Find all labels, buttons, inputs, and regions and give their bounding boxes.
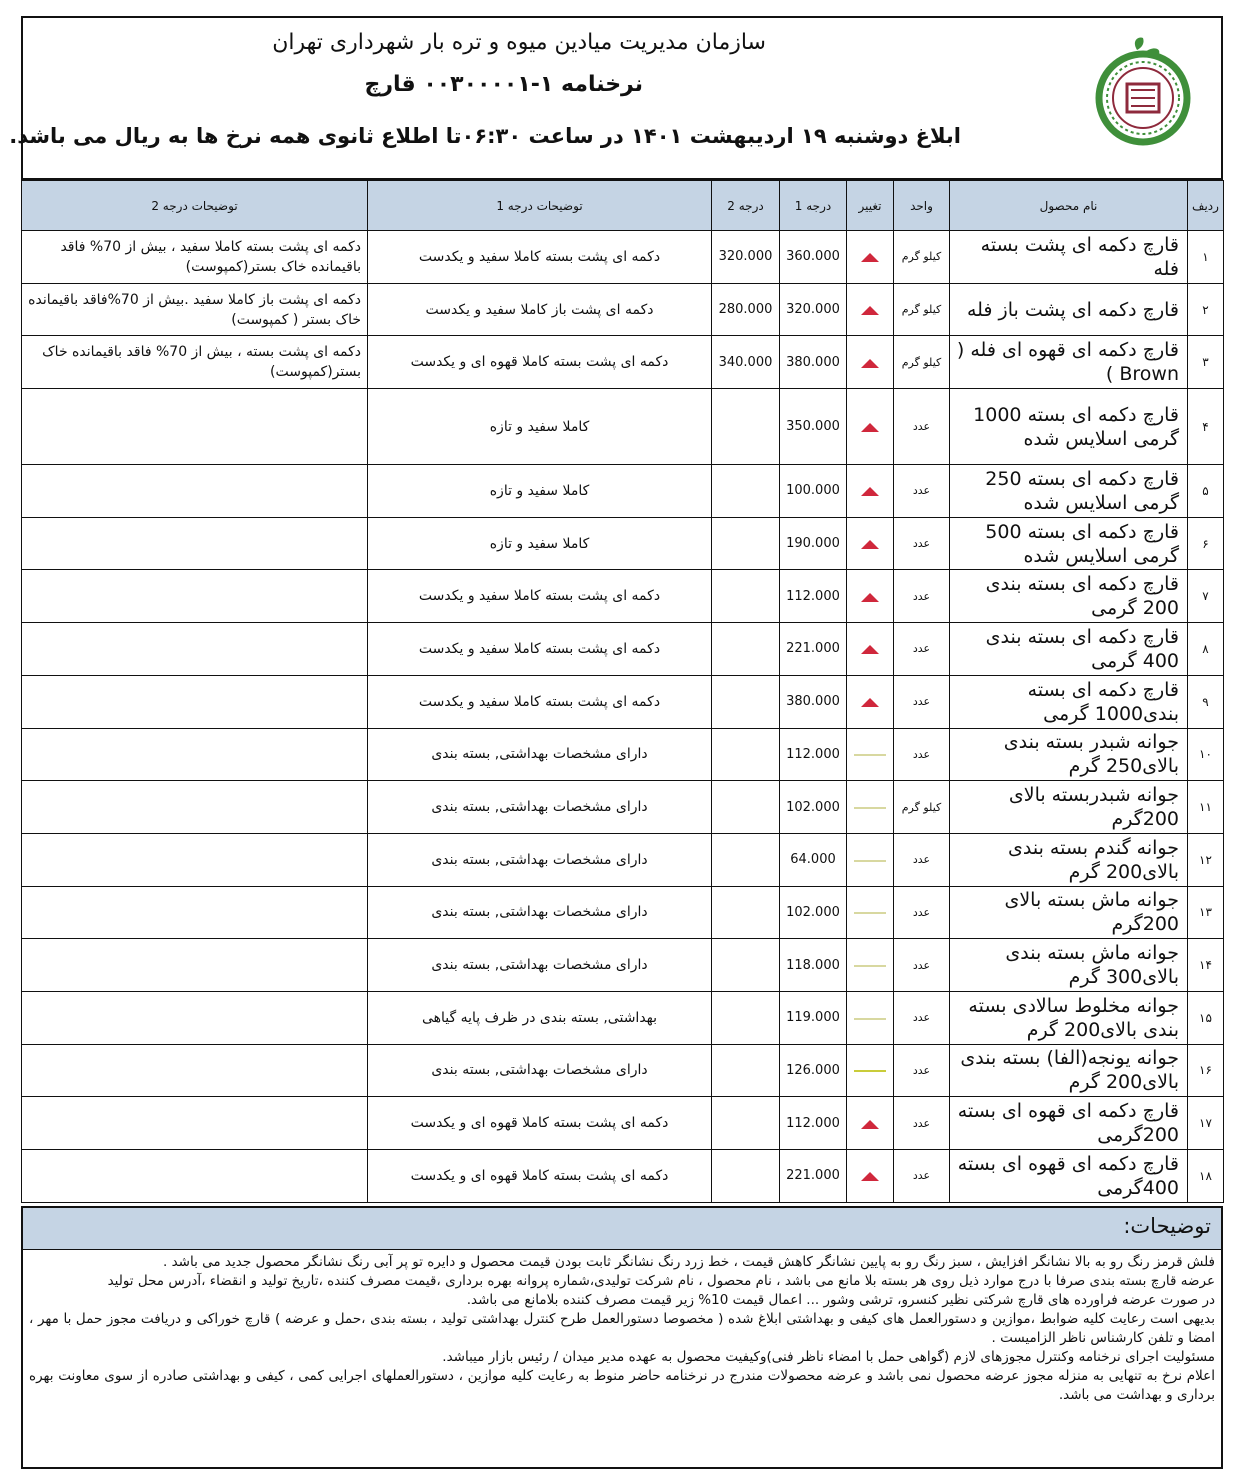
grade2-price: 280.000	[712, 283, 780, 336]
product-name: قارچ دکمه ای قهوه ای بسته 200گرمی	[950, 1097, 1188, 1150]
product-name: جوانه گندم بسته بندی بالای200 گرم	[950, 833, 1188, 886]
change-indicator	[847, 570, 894, 623]
grade2-price	[712, 991, 780, 1044]
change-indicator	[847, 833, 894, 886]
grade1-price: 119.000	[780, 991, 847, 1044]
unit: عدد	[894, 570, 950, 623]
grade1-description: دارای مشخصات بهداشتی, بسته بندی	[368, 781, 712, 834]
unit: عدد	[894, 886, 950, 939]
notes-heading: توضیحات:	[23, 1208, 1221, 1250]
row-index: ۶	[1188, 517, 1224, 570]
change-indicator	[847, 675, 894, 728]
row-index: ۱۳	[1188, 886, 1224, 939]
grade2-description	[22, 465, 368, 518]
grade1-price: 380.000	[780, 675, 847, 728]
grade2-description: دکمه ای پشت بسته کاملا سفید ، بیش از 70% فاقد باقیمانده خاک بستر(کمپوست)	[22, 231, 368, 284]
row-index: ۱۱	[1188, 781, 1224, 834]
grade1-description: دارای مشخصات بهداشتی, بسته بندی	[368, 833, 712, 886]
table-row	[22, 1044, 1224, 1097]
unit: عدد	[894, 517, 950, 570]
change-indicator	[847, 465, 894, 518]
unit: کیلو گرم	[894, 336, 950, 389]
notes-section	[21, 1206, 1223, 1469]
unit: عدد	[894, 1097, 950, 1150]
grade1-price: 221.000	[780, 1150, 847, 1203]
col-header-change: تغییر	[847, 181, 894, 231]
change-indicator	[847, 623, 894, 676]
price-up-arrow-icon	[861, 540, 879, 549]
grade2-description	[22, 939, 368, 992]
table-header-row	[22, 181, 1224, 231]
grade2-description: دکمه ای پشت بسته ، بیش از 70% فاقد باقیمانده خاک بستر(کمپوست)	[22, 336, 368, 389]
row-index: ۵	[1188, 465, 1224, 518]
row-index: ۲	[1188, 283, 1224, 336]
table-row	[22, 675, 1224, 728]
grade2-price	[712, 1044, 780, 1097]
change-indicator	[847, 389, 894, 465]
price-up-arrow-icon	[861, 698, 879, 707]
price-steady-line-icon	[854, 754, 886, 756]
change-indicator	[847, 728, 894, 781]
document-title: نرخنامه ۱-۰۰۳۰۰۰۰۱ قارچ	[364, 72, 643, 97]
row-index: ۴	[1188, 389, 1224, 465]
grade1-description: دکمه ای پشت بسته کاملا قهوه ای و یکدست	[368, 1097, 712, 1150]
notice-line: ابلاغ دوشنبه ۱۹ اردیبهشت ۱۴۰۱ در ساعت ۰۶:۳۰تا اطلاع ثانوی همه نرخ ها به ریال می باشد.	[9, 124, 961, 148]
product-name: قارچ دکمه ای بسته بندی 400 گرمی	[950, 623, 1188, 676]
change-indicator	[847, 1150, 894, 1203]
note-line: بدیهی است رعایت کلیه ضوابط ،موازین و دستورالعمل های کیفی و بهداشتی ابلاغ شده ( مخصوصا دستورالعمل طرح کنترل بهداشتی تولید ، بسته بندی ،حمل و عرضه ) قارچ خوراکی و دریافت مجوز حمل با مهر ، امضا و تلفن کارشناس ناظر الزامیست .	[29, 1311, 1215, 1346]
grade2-price	[712, 570, 780, 623]
change-indicator	[847, 283, 894, 336]
grade2-description	[22, 623, 368, 676]
grade1-price: 100.000	[780, 465, 847, 518]
note-line: عرضه قارچ بسته بندی صرفا با درج موارد ذیل روی هر بسته بلا مانع می باشد ، نام محصول ، نام شرکت تولیدی،شماره پروانه بهره برداری ،قیمت مصرف کننده ،تاریخ تولید و انقضاء ،آدرس محل تولید	[107, 1273, 1215, 1289]
grade1-description: دارای مشخصات بهداشتی, بسته بندی	[368, 1044, 712, 1097]
col-header-grade2: درجه 2	[712, 181, 780, 231]
grade1-price: 360.000	[780, 231, 847, 284]
table-row	[22, 283, 1224, 336]
tehran-municipality-logo-icon	[1093, 36, 1193, 146]
unit: عدد	[894, 1044, 950, 1097]
price-table	[21, 180, 1224, 1203]
price-steady-line-icon	[854, 912, 886, 914]
change-indicator	[847, 991, 894, 1044]
row-index: ۸	[1188, 623, 1224, 676]
price-steady-line-icon	[854, 965, 886, 967]
grade1-price: 126.000	[780, 1044, 847, 1097]
unit: کیلو گرم	[894, 781, 950, 834]
grade1-price: 64.000	[780, 833, 847, 886]
row-index: ۷	[1188, 570, 1224, 623]
row-index: ۹	[1188, 675, 1224, 728]
grade1-price: 221.000	[780, 623, 847, 676]
price-up-arrow-icon	[861, 593, 879, 602]
table-row	[22, 939, 1224, 992]
grade2-price	[712, 939, 780, 992]
grade2-description	[22, 1150, 368, 1203]
product-name: قارچ دکمه ای بسته 500 گرمی اسلایس شده	[950, 517, 1188, 570]
price-steady-line-icon	[854, 1018, 886, 1020]
table-row	[22, 517, 1224, 570]
col-header-desc1: توضیحات درجه 1	[368, 181, 712, 231]
table-row	[22, 389, 1224, 465]
row-index: ۱۷	[1188, 1097, 1224, 1150]
table-row	[22, 991, 1224, 1044]
change-indicator	[847, 231, 894, 284]
unit: عدد	[894, 1150, 950, 1203]
product-name: قارچ دکمه ای بسته بندی1000 گرمی	[950, 675, 1188, 728]
grade1-description: کاملا سفید و تازه	[368, 465, 712, 518]
grade2-description	[22, 728, 368, 781]
grade2-description	[22, 1097, 368, 1150]
product-name: جوانه شبدر بسته بندی بالای250 گرم	[950, 728, 1188, 781]
unit: عدد	[894, 939, 950, 992]
row-index: ۳	[1188, 336, 1224, 389]
table-row	[22, 570, 1224, 623]
col-header-product: نام محصول	[950, 181, 1188, 231]
change-indicator	[847, 886, 894, 939]
grade1-description: دکمه ای پشت بسته کاملا قهوه ای و یکدست	[368, 336, 712, 389]
table-row	[22, 623, 1224, 676]
unit: کیلو گرم	[894, 231, 950, 284]
product-name: جوانه ماش بسته بندی بالای300 گرم	[950, 939, 1188, 992]
document-header	[9, 16, 1223, 180]
price-steady-line-icon	[854, 807, 886, 809]
change-indicator	[847, 517, 894, 570]
change-indicator	[847, 1097, 894, 1150]
price-up-arrow-icon	[861, 487, 879, 496]
col-header-unit: واحد	[894, 181, 950, 231]
table-row	[22, 728, 1224, 781]
unit: کیلو گرم	[894, 283, 950, 336]
col-header-desc2: توضیحات درجه 2	[22, 181, 368, 231]
grade1-description: دارای مشخصات بهداشتی, بسته بندی	[368, 886, 712, 939]
note-line: فلش قرمز رنگ رو به بالا نشانگر افزایش ، سبز رنگ رو به پایین نشانگر کاهش قیمت ، خط زرد رنگ نشانگر ثابت بودن قیمت محصول و دایره تو پر آبی رنگ نشانگر محصول جدید می باشد .	[162, 1254, 1215, 1270]
grade1-description: کاملا سفید و تازه	[368, 389, 712, 465]
unit: عدد	[894, 991, 950, 1044]
grade1-price: 102.000	[780, 886, 847, 939]
unit: عدد	[894, 728, 950, 781]
grade2-description	[22, 570, 368, 623]
col-header-index: ردیف	[1188, 181, 1224, 231]
table-row	[22, 465, 1224, 518]
row-index: ۱۴	[1188, 939, 1224, 992]
product-name: قارچ دکمه ای پشت بسته فله	[950, 231, 1188, 284]
change-indicator	[847, 939, 894, 992]
grade1-description: دکمه ای پشت بسته کاملا سفید و یکدست	[368, 623, 712, 676]
grade2-price	[712, 389, 780, 465]
price-up-arrow-icon	[861, 306, 879, 315]
grade2-description	[22, 389, 368, 465]
grade1-description: دکمه ای پشت بسته کاملا قهوه ای و یکدست	[368, 1150, 712, 1203]
grade2-description: دکمه ای پشت باز کاملا سفید .بیش از 70%فاقد باقیمانده خاک بستر ( کمپوست)	[22, 283, 368, 336]
change-indicator	[847, 781, 894, 834]
grade2-price	[712, 465, 780, 518]
grade2-description	[22, 886, 368, 939]
product-name: قارچ دکمه ای بسته 250 گرمی اسلایس شده	[950, 465, 1188, 518]
price-list-sheet	[9, 16, 1223, 1472]
grade1-price: 320.000	[780, 283, 847, 336]
row-index: ۱۵	[1188, 991, 1224, 1044]
unit: عدد	[894, 833, 950, 886]
grade2-price	[712, 781, 780, 834]
product-name: جوانه مخلوط سالادی بسته بندی بالای200 گرم	[950, 991, 1188, 1044]
row-index: ۱۸	[1188, 1150, 1224, 1203]
grade1-description: دارای مشخصات بهداشتی, بسته بندی	[368, 728, 712, 781]
note-line: اعلام نرخ به تنهایی به منزله مجوز عرضه محصول نمی باشد و عرضه محصولات مندرج در نرخنامه حاضر منوط به رعایت کلیه موازین ، دستورالعملهای اجرایی کمی ، کیفی و بهداشتی صادره از سوی معاونت بهره برداری و بهداشت می باشد.	[29, 1368, 1215, 1403]
grade2-price	[712, 1150, 780, 1203]
product-name: قارچ دکمه ای پشت باز فله	[950, 283, 1188, 336]
grade1-price: 112.000	[780, 570, 847, 623]
row-index: ۱۶	[1188, 1044, 1224, 1097]
grade2-price	[712, 517, 780, 570]
grade1-price: 350.000	[780, 389, 847, 465]
product-name: جوانه یونجه(الفا) بسته بندی بالای200 گرم	[950, 1044, 1188, 1097]
price-up-arrow-icon	[861, 253, 879, 262]
grade2-description	[22, 517, 368, 570]
change-indicator	[847, 336, 894, 389]
table-row	[22, 833, 1224, 886]
grade1-price: 112.000	[780, 728, 847, 781]
price-up-arrow-icon	[861, 1120, 879, 1129]
grade2-price: 320.000	[712, 231, 780, 284]
unit: عدد	[894, 465, 950, 518]
product-name: قارچ دکمه ای بسته بندی 200 گرمی	[950, 570, 1188, 623]
table-row	[22, 231, 1224, 284]
grade2-description	[22, 833, 368, 886]
grade2-price	[712, 833, 780, 886]
product-name: قارچ دکمه ای قهوه ای بسته 400گرمی	[950, 1150, 1188, 1203]
grade2-price	[712, 728, 780, 781]
grade2-price: 340.000	[712, 336, 780, 389]
col-header-grade1: درجه 1	[780, 181, 847, 231]
grade2-price	[712, 675, 780, 728]
price-up-arrow-icon	[861, 1172, 879, 1181]
grade1-price: 118.000	[780, 939, 847, 992]
grade2-price	[712, 623, 780, 676]
grade1-description: دکمه ای پشت بسته کاملا سفید و یکدست	[368, 231, 712, 284]
grade2-price	[712, 886, 780, 939]
grade1-price: 190.000	[780, 517, 847, 570]
table-row	[22, 1097, 1224, 1150]
table-row	[22, 1150, 1224, 1203]
note-line: در صورت عرضه فراورده های قارچ شرکتی نظیر کنسرو، ترشی وشور ... اعمال قیمت 10% زیر قیمت مصرف کننده بلامانع می باشد.	[466, 1292, 1215, 1308]
grade2-price	[712, 1097, 780, 1150]
grade1-description: دکمه ای پشت بسته کاملا سفید و یکدست	[368, 675, 712, 728]
grade2-description	[22, 991, 368, 1044]
grade1-description: بهداشتی, بسته بندی در ظرف پایه گیاهی	[368, 991, 712, 1044]
price-steady-line-icon	[854, 860, 886, 862]
grade1-price: 102.000	[780, 781, 847, 834]
grade1-description: دکمه ای پشت باز کاملا سفید و یکدست	[368, 283, 712, 336]
price-up-arrow-icon	[861, 423, 879, 432]
grade1-description: دکمه ای پشت بسته کاملا سفید و یکدست	[368, 570, 712, 623]
product-name: جوانه شبدربسته بالای 200گرم	[950, 781, 1188, 834]
table-row	[22, 336, 1224, 389]
price-up-arrow-icon	[861, 359, 879, 368]
grade2-description	[22, 781, 368, 834]
row-index: ۱	[1188, 231, 1224, 284]
grade1-price: 112.000	[780, 1097, 847, 1150]
grade2-description	[22, 675, 368, 728]
table-row	[22, 886, 1224, 939]
row-index: ۱۰	[1188, 728, 1224, 781]
unit: عدد	[894, 389, 950, 465]
product-name: قارچ دکمه ای بسته 1000 گرمی اسلایس شده	[950, 389, 1188, 465]
change-indicator	[847, 1044, 894, 1097]
table-row	[22, 781, 1224, 834]
note-line: مسئولیت اجرای نرخنامه وکنترل مجوزهای لازم (گواهی حمل با امضاء ناظر فنی)وکیفیت محصول به عهده مدیر میدان / رئیس بازار میباشد.	[442, 1349, 1215, 1365]
grade2-description	[22, 1044, 368, 1097]
unit: عدد	[894, 675, 950, 728]
product-name: قارچ دکمه ای قهوه ای فله ( Brown )	[950, 336, 1188, 389]
grade1-price: 380.000	[780, 336, 847, 389]
organization-name: سازمان مدیریت میادین میوه و تره بار شهرداری تهران	[272, 30, 766, 55]
grade1-description: دارای مشخصات بهداشتی, بسته بندی	[368, 939, 712, 992]
unit: عدد	[894, 623, 950, 676]
price-steady-line-icon	[854, 1070, 886, 1072]
row-index: ۱۲	[1188, 833, 1224, 886]
product-name: جوانه ماش بسته بالای 200گرم	[950, 886, 1188, 939]
price-up-arrow-icon	[861, 645, 879, 654]
grade1-description: کاملا سفید و تازه	[368, 517, 712, 570]
notes-body	[23, 1250, 1221, 1405]
